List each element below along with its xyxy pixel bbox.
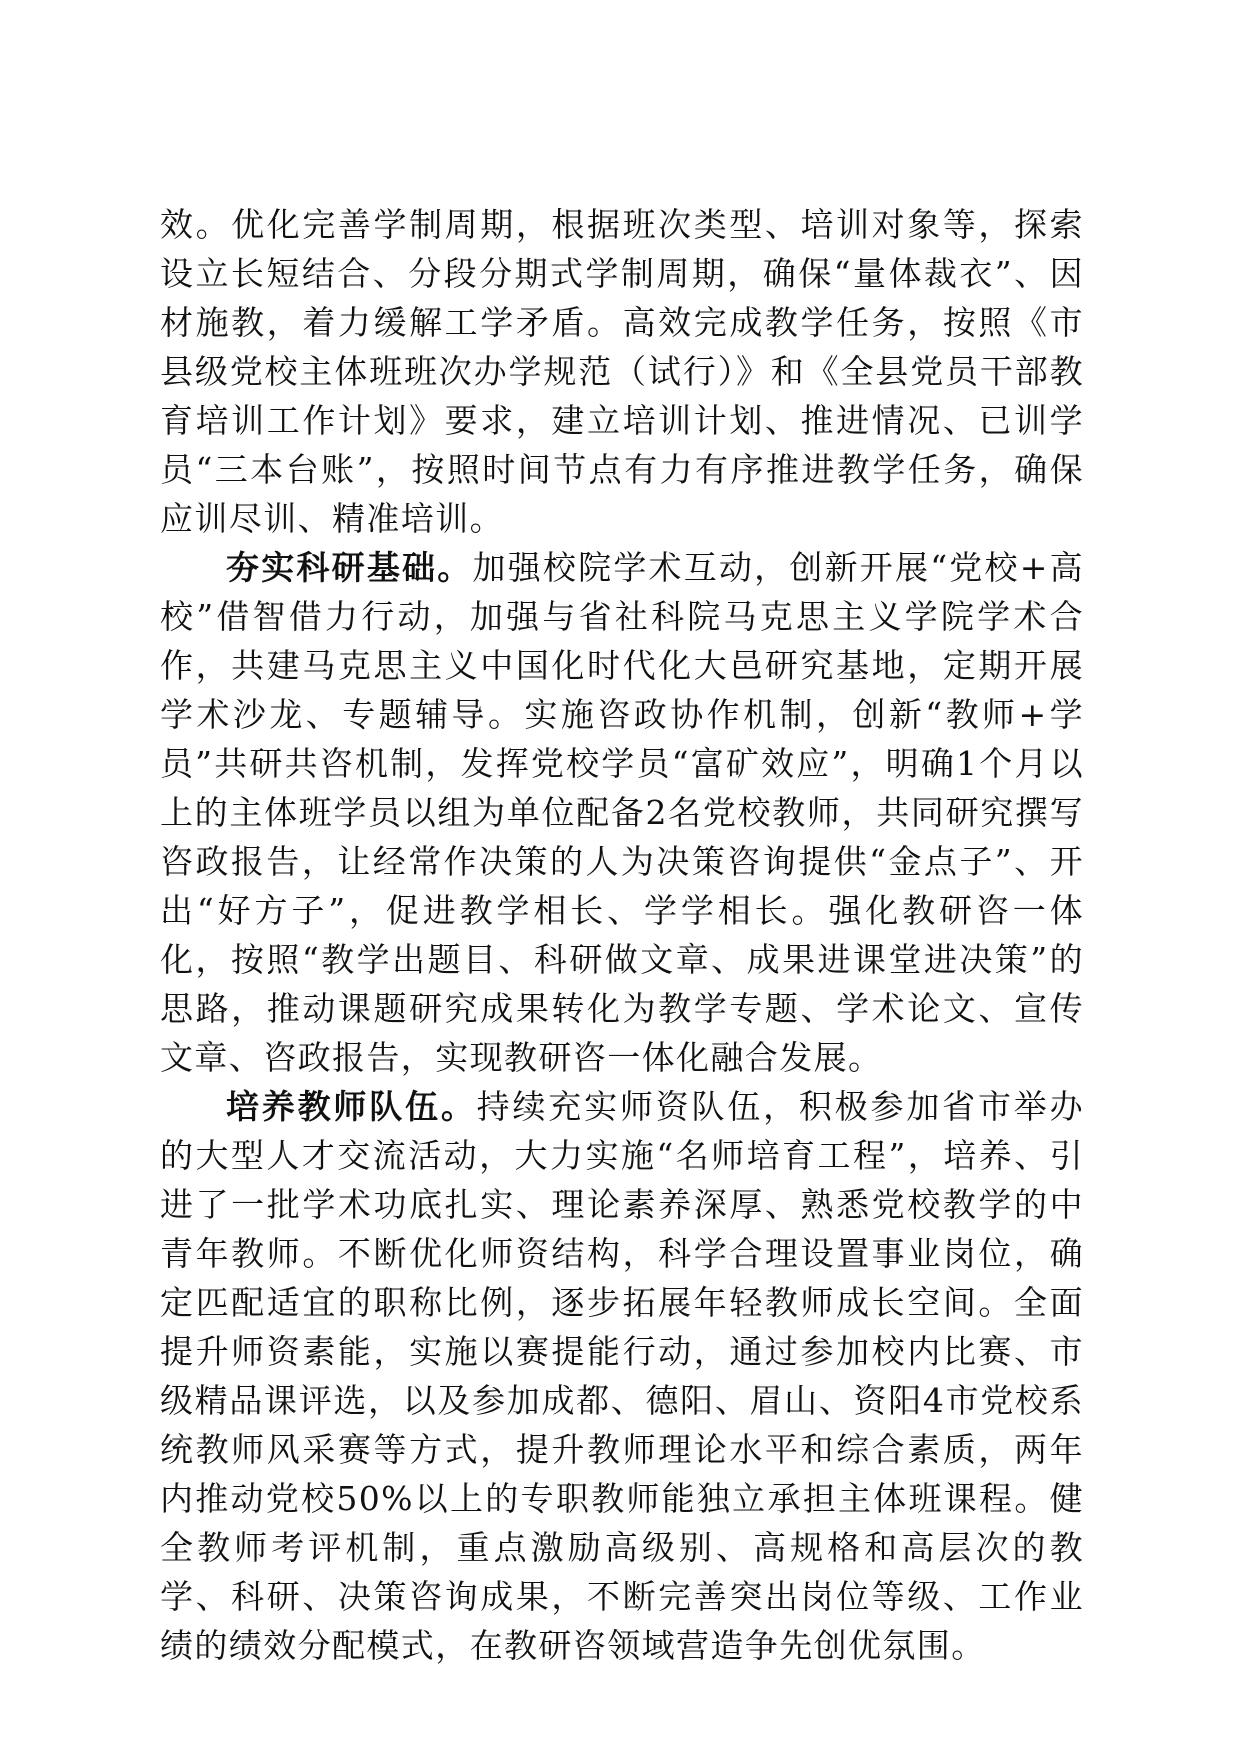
paragraph-heading: 夯实科研基础。 [226, 548, 473, 587]
paragraph-teachers [160, 1082, 1084, 1670]
paragraph-body: 持续充实师资队伍，积极参加省市举办的大型人才交流活动，大力实施“名师培育工程”，培养、引进了一批学术功底扎实、理论素养深厚、熟悉党校教学的中青年教师。不断优化师资结构，科学合理设置事业岗位，确定匹配适宜的职称比例，逐步拓展年轻教师成长空间。全面提升师资素能，实施以赛提能行动，通过参加校内比赛、市级精品课评选，以及参加成都、德阳、眉山、资阳4市党校系统教师风采赛等方式，提升教师理论水平和综合素质，两年内推动党校50%以上的专职教师能独立承担主体班课程。健全教师考评机制，重点激励高级别、高规格和高层次的教学、科研、决策咨询成果，不断完善突出岗位等级、工作业绩的绩效分配模式，在教研咨领域营造争先创优氛围。 [160, 1087, 1084, 1665]
paragraph-continuation [160, 200, 1084, 543]
paragraph-body: 效。优化完善学制周期，根据班次类型、培训对象等，探索设立长短结合、分段分期式学制周期，确保“量体裁衣”、因材施教，着力缓解工学矛盾。高效完成教学任务，按照《市县级党校主体班班次办学规范（试行）》和《全县党员干部教育培训工作计划》要求，建立培训计划、推进情况、已训学员“三本台账”，按照时间节点有力有序推进教学任务，确保应训尽训、精准培训。 [160, 205, 1084, 538]
document-page [160, 200, 1084, 1670]
paragraph-body: 加强校院学术互动，创新开展“党校+高校”借智借力行动，加强与省社科院马克思主义学院学术合作，共建马克思主义中国化时代化大邑研究基地，定期开展学术沙龙、专题辅导。实施咨政协作机制，创新“教师+学员”共研共咨机制，发挥党校学员“富矿效应”，明确1个月以上的主体班学员以组为单位配备2名党校教师，共同研究撰写咨政报告，让经常作决策的人为决策咨询提供“金点子”、开出“好方子”，促进教学相长、学学相长。强化教研咨一体化，按照“教学出题目、科研做文章、成果进课堂进决策”的思路，推动课题研究成果转化为教学专题、学术论文、宣传文章、咨政报告，实现教研咨一体化融合发展。 [160, 548, 1084, 1077]
paragraph-research [160, 543, 1084, 1082]
paragraph-heading: 培养教师队伍。 [226, 1087, 477, 1126]
